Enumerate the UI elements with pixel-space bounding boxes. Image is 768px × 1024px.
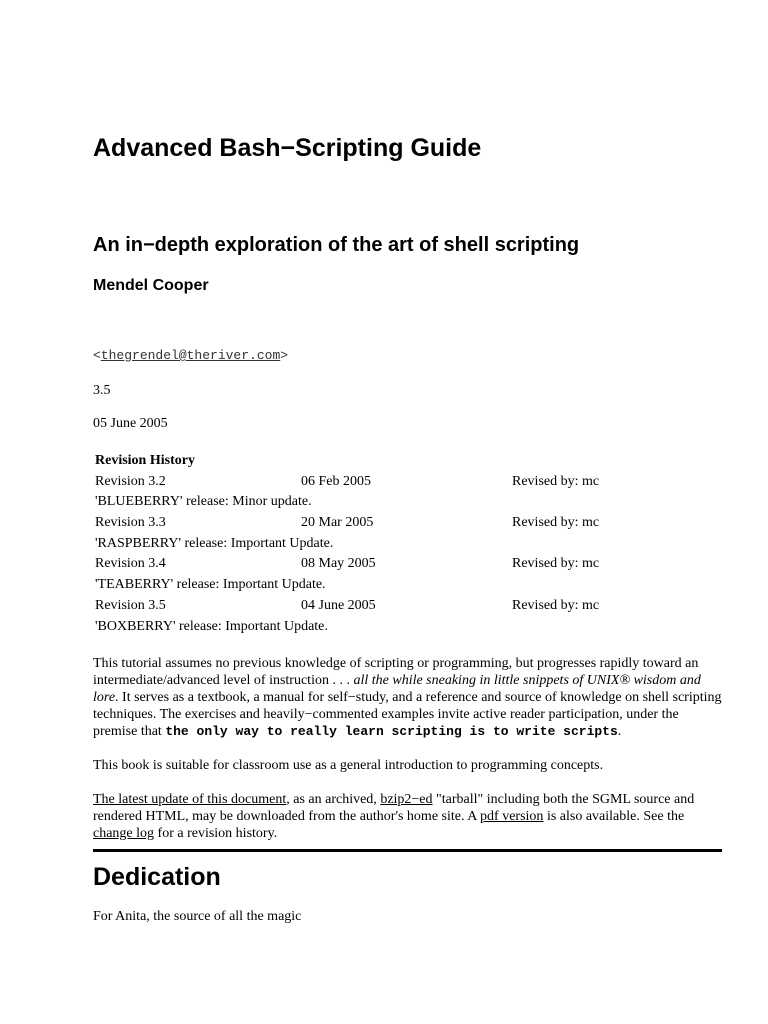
- author-name: Mendel Cooper: [93, 277, 209, 294]
- revision-history-table: [93, 451, 723, 637]
- revision-label: Revision 3.5: [95, 597, 166, 613]
- revision-history-heading: Revision History: [95, 453, 195, 468]
- download-text: , as an archived,: [286, 792, 381, 807]
- revision-date: 20 Mar 2005: [301, 515, 374, 531]
- table-row: [93, 492, 723, 513]
- dedication-text: For Anita, the source of all the magic: [93, 909, 302, 924]
- latest-update-link[interactable]: The latest update of this document: [93, 792, 287, 807]
- revision-note: 'RASPBERRY' release: Important Update.: [95, 535, 334, 551]
- abstract-text: . It serves as a textbook, a manual for self−study, and a reference and source of knowledge on shell scripting techniques. The exercises and heavily−commented examples invite active reader participation, under the premise that: [93, 690, 722, 739]
- abstract-emphasis: the only way to really learn scripting is to write scripts: [165, 724, 618, 739]
- revision-author: Revised by: mc: [512, 597, 600, 613]
- section-divider: [93, 849, 722, 852]
- revision-label: Revision 3.2: [95, 473, 166, 489]
- revision-date: 04 June 2005: [301, 597, 376, 613]
- document-subtitle: An in−depth exploration of the art of shell scripting: [93, 234, 580, 256]
- revision-note: 'TEABERRY' release: Important Update.: [95, 577, 326, 593]
- table-row: [93, 472, 723, 493]
- revision-note: 'BLUEBERRY' release: Minor update.: [95, 494, 312, 510]
- table-row: [93, 513, 723, 534]
- email-open-bracket: <: [93, 348, 101, 363]
- revision-author: Revised by: mc: [512, 515, 600, 531]
- revision-label: Revision 3.4: [95, 556, 166, 572]
- version-number: 3.5: [93, 383, 111, 398]
- bzip2-link[interactable]: bzip2−ed: [380, 792, 433, 807]
- dedication-heading: Dedication: [93, 863, 221, 891]
- email-close-bracket: >: [280, 348, 289, 363]
- download-text: for a revision history.: [154, 826, 278, 841]
- classroom-paragraph: This book is suitable for classroom use as a general introduction to programming concepts.: [93, 758, 604, 773]
- abstract-text: This tutorial assumes no previous knowledge of scripting or programming, but progresses rapidly toward an intermediate/advanced level of instruction . . .: [93, 656, 699, 688]
- document-title: Advanced Bash−Scripting Guide: [93, 134, 482, 162]
- download-paragraph: [93, 791, 725, 842]
- email-link[interactable]: thegrendel@theriver.com: [100, 348, 281, 363]
- download-text: is also available. See the: [543, 809, 685, 824]
- pdf-version-link[interactable]: pdf version: [480, 809, 544, 824]
- author-email: [93, 348, 288, 363]
- change-log-link[interactable]: change log: [93, 826, 155, 841]
- table-row: [93, 575, 723, 596]
- table-row: [93, 554, 723, 575]
- revision-author: Revised by: mc: [512, 473, 600, 489]
- table-row: [93, 617, 723, 638]
- download-text: "tarball" including both the SGML source and rendered HTML, may be downloaded from the author's home site. A: [93, 792, 695, 824]
- abstract-paragraph: [93, 655, 725, 740]
- revision-date: 06 Feb 2005: [301, 473, 371, 489]
- table-row: [93, 596, 723, 617]
- abstract-text: .: [617, 724, 622, 739]
- revision-label: Revision 3.3: [95, 515, 166, 531]
- publication-date: 05 June 2005: [93, 416, 168, 431]
- revision-author: Revised by: mc: [512, 556, 600, 572]
- revision-note: 'BOXBERRY' release: Important Update.: [95, 618, 328, 634]
- table-row: [93, 534, 723, 555]
- abstract-italic-text: all the while sneaking in little snippets of UNIX® wisdom and lore: [93, 673, 701, 705]
- revision-date: 08 May 2005: [301, 556, 376, 572]
